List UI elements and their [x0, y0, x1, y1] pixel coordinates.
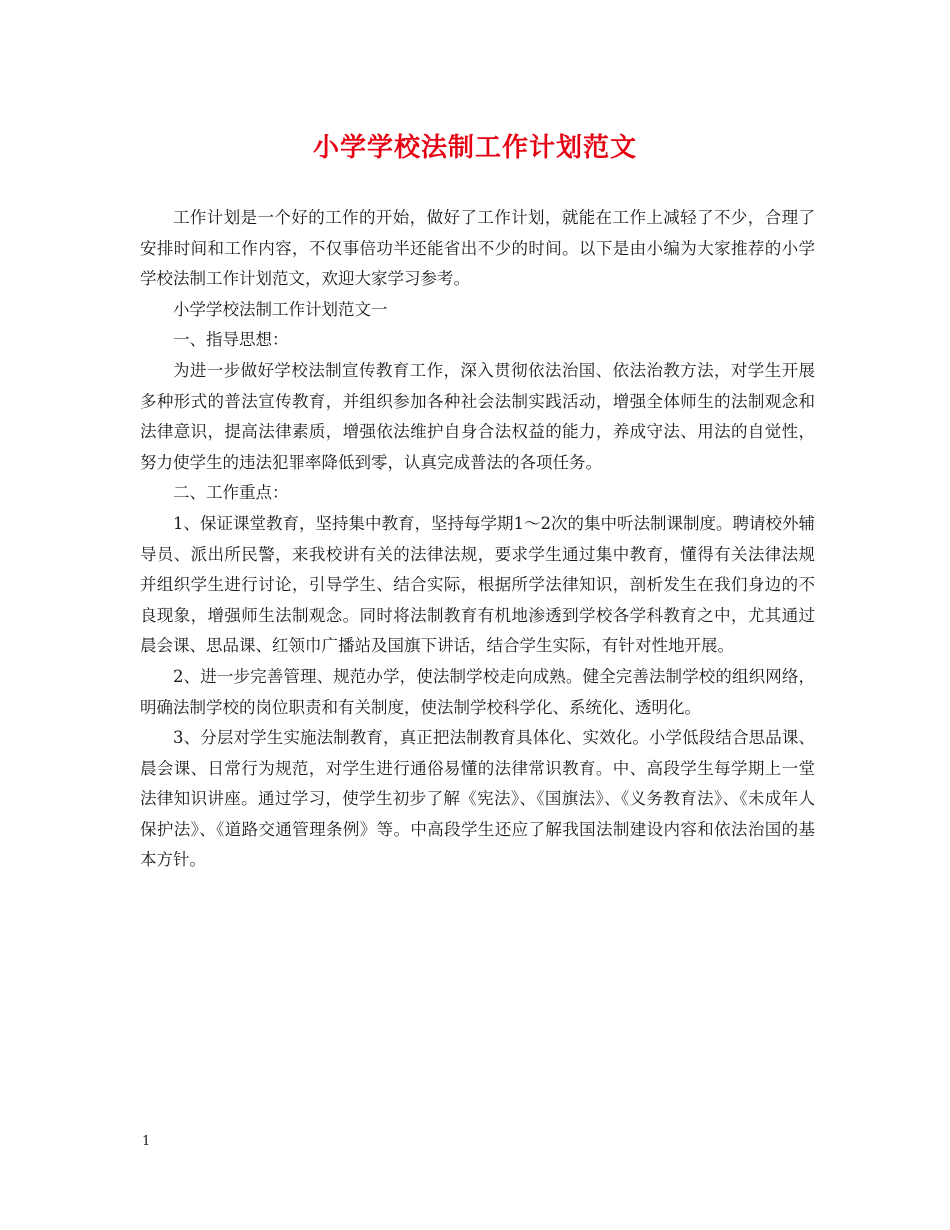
- page-number: 1: [142, 1134, 151, 1149]
- paragraph-guiding-ideology: 为进一步做好学校法制宣传教育工作，深入贯彻依法治国、依法治教方法，对学生开展多种形式的普法宣传教育，并组织参加各种社会法制实践活动，增强全体师生的法制观念和法律意识，提高法律素质，增强依法维护自身合法权益的能力，养成守法、用法的自觉性，努力使学生的违法犯罪率降低到零，认真完成普法的各项任务。: [140, 360, 815, 472]
- document-body: [140, 203, 815, 876]
- paragraph-intro: 工作计划是一个好的工作的开始，做好了工作计划，就能在工作上减轻了不少，合理了安排时间和工作内容，不仅事倍功半还能省出不少的时间。以下是由小编为大家推荐的小学学校法制工作计划范文，欢迎大家学习参考。: [140, 208, 815, 289]
- paragraph-focus-item-1: 1、保证课堂教育，坚持集中教育，坚持每学期1～2次的集中听法制课制度。聘请校外辅导员、派出所民警，来我校讲有关的法律法规，要求学生通过集中教育，懂得有关法律法规并组织学生进行讨论，引导学生、结合实际，根据所学法律知识，剖析发生在我们身边的不良现象，增强师生法制观念。同时将法制教育有机地渗透到学校各学科教育之中，尤其通过晨会课、思品课、红领巾广播站及国旗下讲话，结合学生实际，有针对性地开展。: [140, 513, 815, 656]
- paragraph-work-focus-heading: 二、工作重点：: [173, 483, 289, 503]
- paragraph-guiding-ideology-heading: 一、指导思想：: [173, 330, 289, 350]
- paragraph-section-heading: 小学学校法制工作计划范文一: [173, 299, 388, 319]
- paragraph-focus-item-3: 3、分层对学生实施法制教育，真正把法制教育具体化、实效化。小学低段结合思品课、晨会课、日常行为规范，对学生进行通俗易懂的法律常识教育。中、高段学生每学期上一堂法律知识讲座。通过学习，使学生初步了解《宪法》、《国旗法》、《义务教育法》、《未成年人保护法》、《道路交通管理条例》等。中高段学生还应了解我国法制建设内容和依法治国的基本方针。: [140, 728, 815, 870]
- paragraph-focus-item-2: 2、进一步完善管理、规范办学，使法制学校走向成熟。健全完善法制学校的组织网络，明确法制学校的岗位职责和有关制度，使法制学校科学化、系统化、透明化。: [140, 666, 815, 717]
- document-title: 小学学校法制工作计划范文: [312, 133, 637, 163]
